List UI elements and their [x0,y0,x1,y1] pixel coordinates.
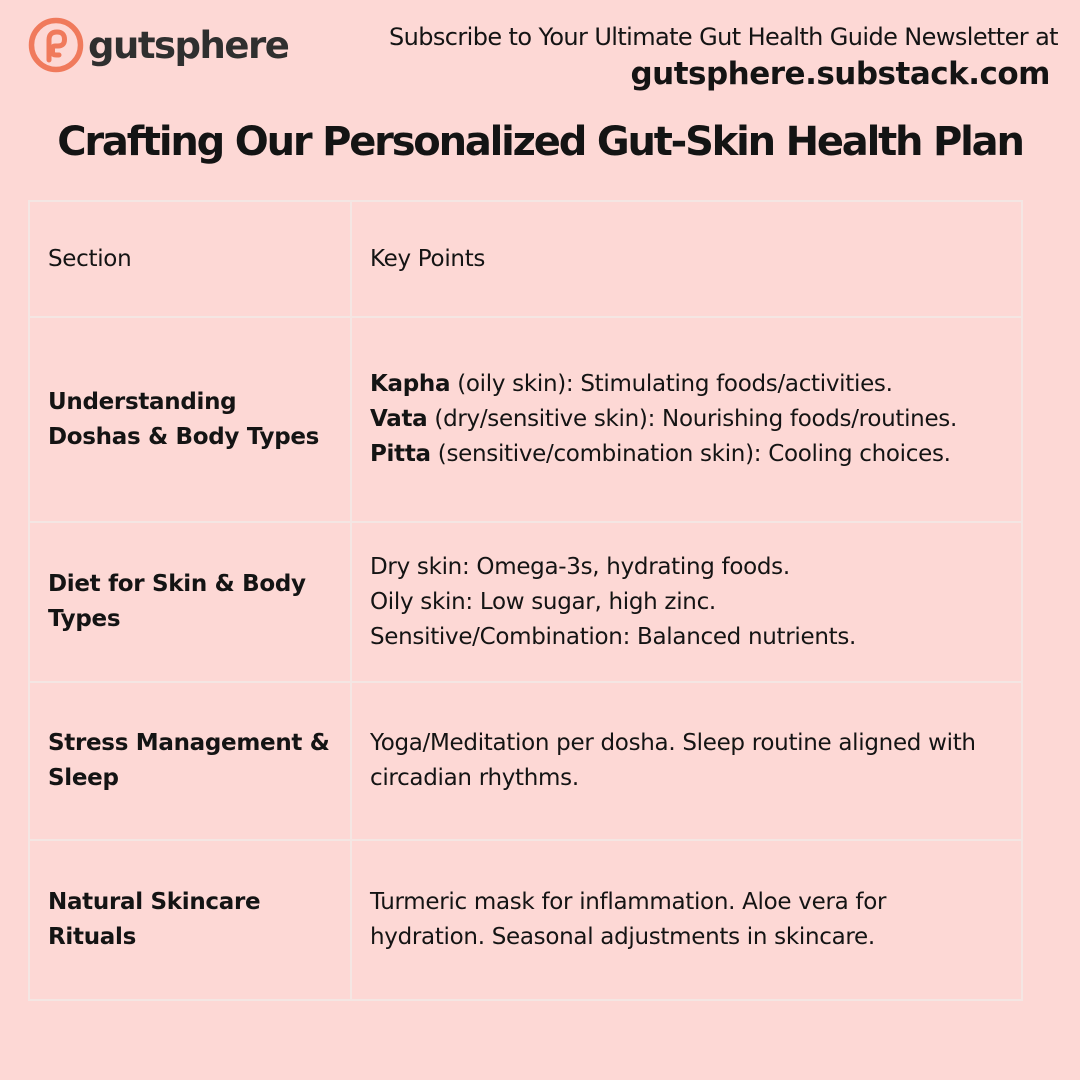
key-point: Yoga/Meditation per dosha. Sleep routine aligned with circadian rhythms. [370,730,976,791]
row-key-points [351,522,1022,682]
key-point [370,437,1003,472]
table-row [29,317,1022,522]
subscribe-text: Subscribe to Your Ultimate Gut Health Guide Newsletter at [388,23,1058,51]
table-header-row [29,201,1022,317]
logo [28,17,288,73]
row-section-label: Understanding Doshas & Body Types [29,317,351,522]
row-key-points [351,682,1022,840]
key-point: Dry skin: Omega-3s, hydrating foods. [370,553,790,580]
key-point [370,367,1003,402]
key-point-term: Vata [370,406,428,432]
table-row [29,840,1022,1000]
key-point: Oily skin: Low sugar, high zinc. [370,588,716,615]
row-section-label: Diet for Skin & Body Types [29,522,351,682]
column-header-key-points: Key Points [351,201,1022,317]
key-point-term: Pitta [370,441,431,467]
subscribe-banner [298,20,1058,94]
key-point-text: (sensitive/combination skin): Cooling choices. [430,441,951,467]
table-row [29,522,1022,682]
row-section-label: Stress Management & Sleep [29,682,351,840]
key-point-text: (oily skin): Stimulating foods/activities. [450,371,893,397]
key-point: Turmeric mask for inflammation. Aloe vera for hydration. Seasonal adjustments in skincare. [370,889,887,950]
row-key-points [351,840,1022,1000]
key-point-term: Kapha [370,371,451,397]
column-header-section: Section [29,201,351,317]
table-row [29,682,1022,840]
brand-name: gutsphere [88,23,289,67]
key-point-text: (dry/sensitive skin): Nourishing foods/routines. [427,406,957,432]
key-point: Sensitive/Combination: Balanced nutrients. [370,623,857,650]
health-plan-table [28,200,1023,1001]
key-point [370,402,1003,437]
row-section-label: Natural Skincare Rituals [29,840,351,1000]
gut-logo-icon [28,17,84,73]
row-key-points [351,317,1022,522]
page-title: Crafting Our Personalized Gut-Skin Health Plan [57,119,1023,165]
subscribe-link[interactable]: gutsphere.substack.com [630,56,1050,92]
